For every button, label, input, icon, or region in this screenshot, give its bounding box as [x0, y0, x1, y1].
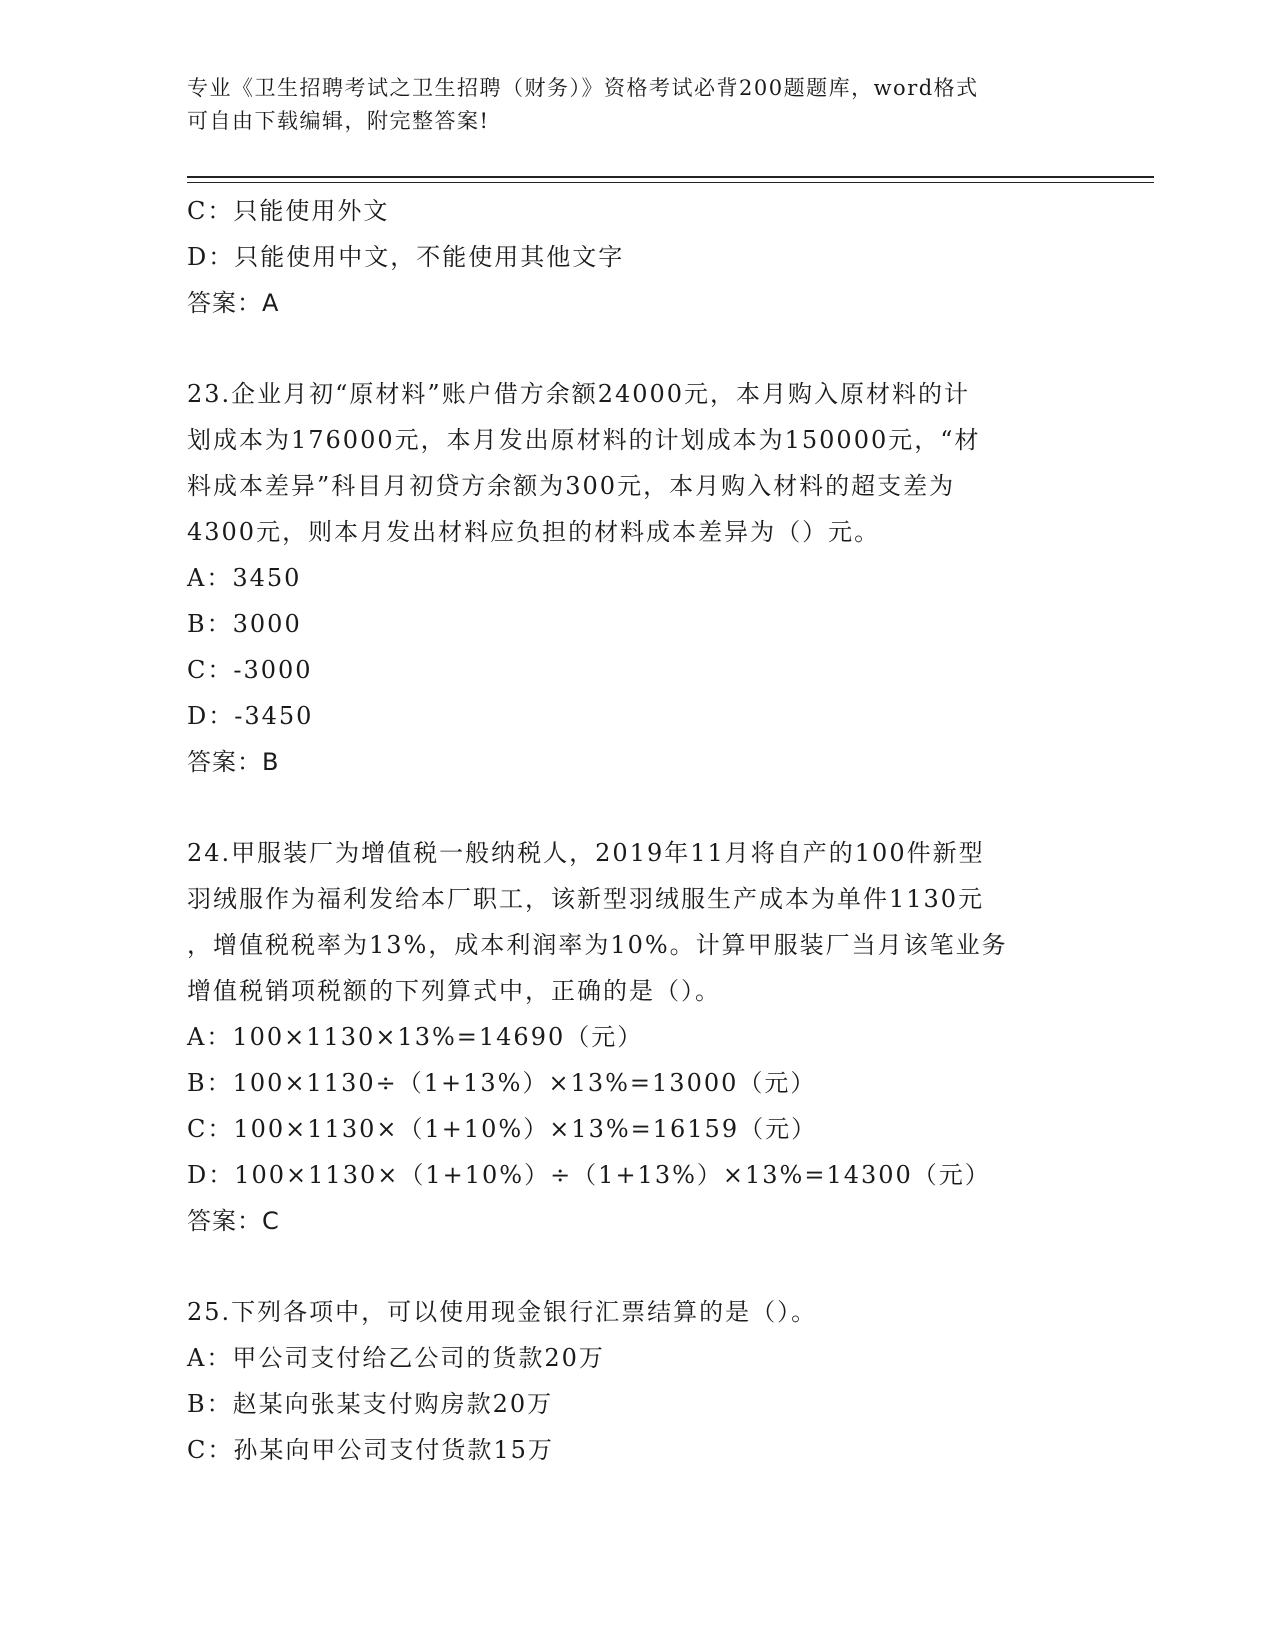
option-c: C：只能使用外文	[187, 197, 390, 225]
answer: 答案：A	[187, 289, 280, 317]
header-line-2: 可自由下载编辑，附完整答案!	[187, 109, 490, 133]
question-22-tail	[187, 188, 1087, 326]
question-25	[187, 1289, 1087, 1473]
header-rule-thin	[187, 182, 1154, 183]
option-a: A：100×1130×13%=14690（元）	[187, 1023, 644, 1051]
question-text-line: 增值税销项税额的下列算式中，正确的是（）。	[187, 977, 721, 1005]
question-text-line: 4300元，则本月发出材料应负担的材料成本差异为（）元。	[187, 518, 881, 546]
question-text-line: 料成本差异”科目月初贷方余额为300元，本月购入材料的超支差为	[187, 472, 956, 500]
spacer	[187, 785, 1087, 830]
question-text-line: 23.企业月初“原材料”账户借方余额24000元，本月购入原材料的计	[187, 380, 971, 408]
document-body	[187, 188, 1087, 1473]
option-a: A：3450	[187, 564, 302, 592]
option-b: B：100×1130÷（1+13%）×13%=13000（元）	[187, 1069, 817, 1097]
option-c: C：-3000	[187, 656, 313, 684]
option-c: C：100×1130×（1+10%）×13%=16159（元）	[187, 1115, 818, 1143]
spacer	[187, 326, 1087, 371]
option-b: B：赵某向张某支付购房款20万	[187, 1390, 554, 1418]
question-text-line: 24.甲服装厂为增值税一般纳税人，2019年11月将自产的100件新型	[187, 839, 985, 867]
option-b: B：3000	[187, 610, 302, 638]
spacer	[187, 1244, 1087, 1289]
question-text-line: 划成本为176000元，本月发出原材料的计划成本为150000元，“材	[187, 426, 981, 454]
question-23	[187, 371, 1087, 785]
document-header	[187, 72, 1067, 138]
question-text-line: 25.下列各项中，可以使用现金银行汇票结算的是（）。	[187, 1298, 818, 1326]
header-line-1: 专业《卫生招聘考试之卫生招聘（财务）》资格考试必背200题题库，word格式	[187, 76, 979, 100]
answer: 答案：C	[187, 1207, 280, 1235]
option-d: D：只能使用中文，不能使用其他文字	[187, 243, 625, 271]
option-d: D：100×1130×（1+10%）÷（1+13%）×13%=14300（元）	[187, 1161, 991, 1189]
option-a: A：甲公司支付给乙公司的货款20万	[187, 1344, 605, 1372]
option-d: D：-3450	[187, 702, 314, 730]
header-rule-thick	[187, 176, 1154, 178]
question-text-line: 羽绒服作为福利发给本厂职工，该新型羽绒服生产成本为单件1130元	[187, 885, 985, 913]
question-24	[187, 830, 1087, 1244]
option-c: C：孙某向甲公司支付货款15万	[187, 1436, 554, 1464]
answer: 答案：B	[187, 748, 280, 776]
question-text-line: ，增值税税率为13%，成本利润率为10%。计算甲服装厂当月该笔业务	[187, 931, 1008, 959]
